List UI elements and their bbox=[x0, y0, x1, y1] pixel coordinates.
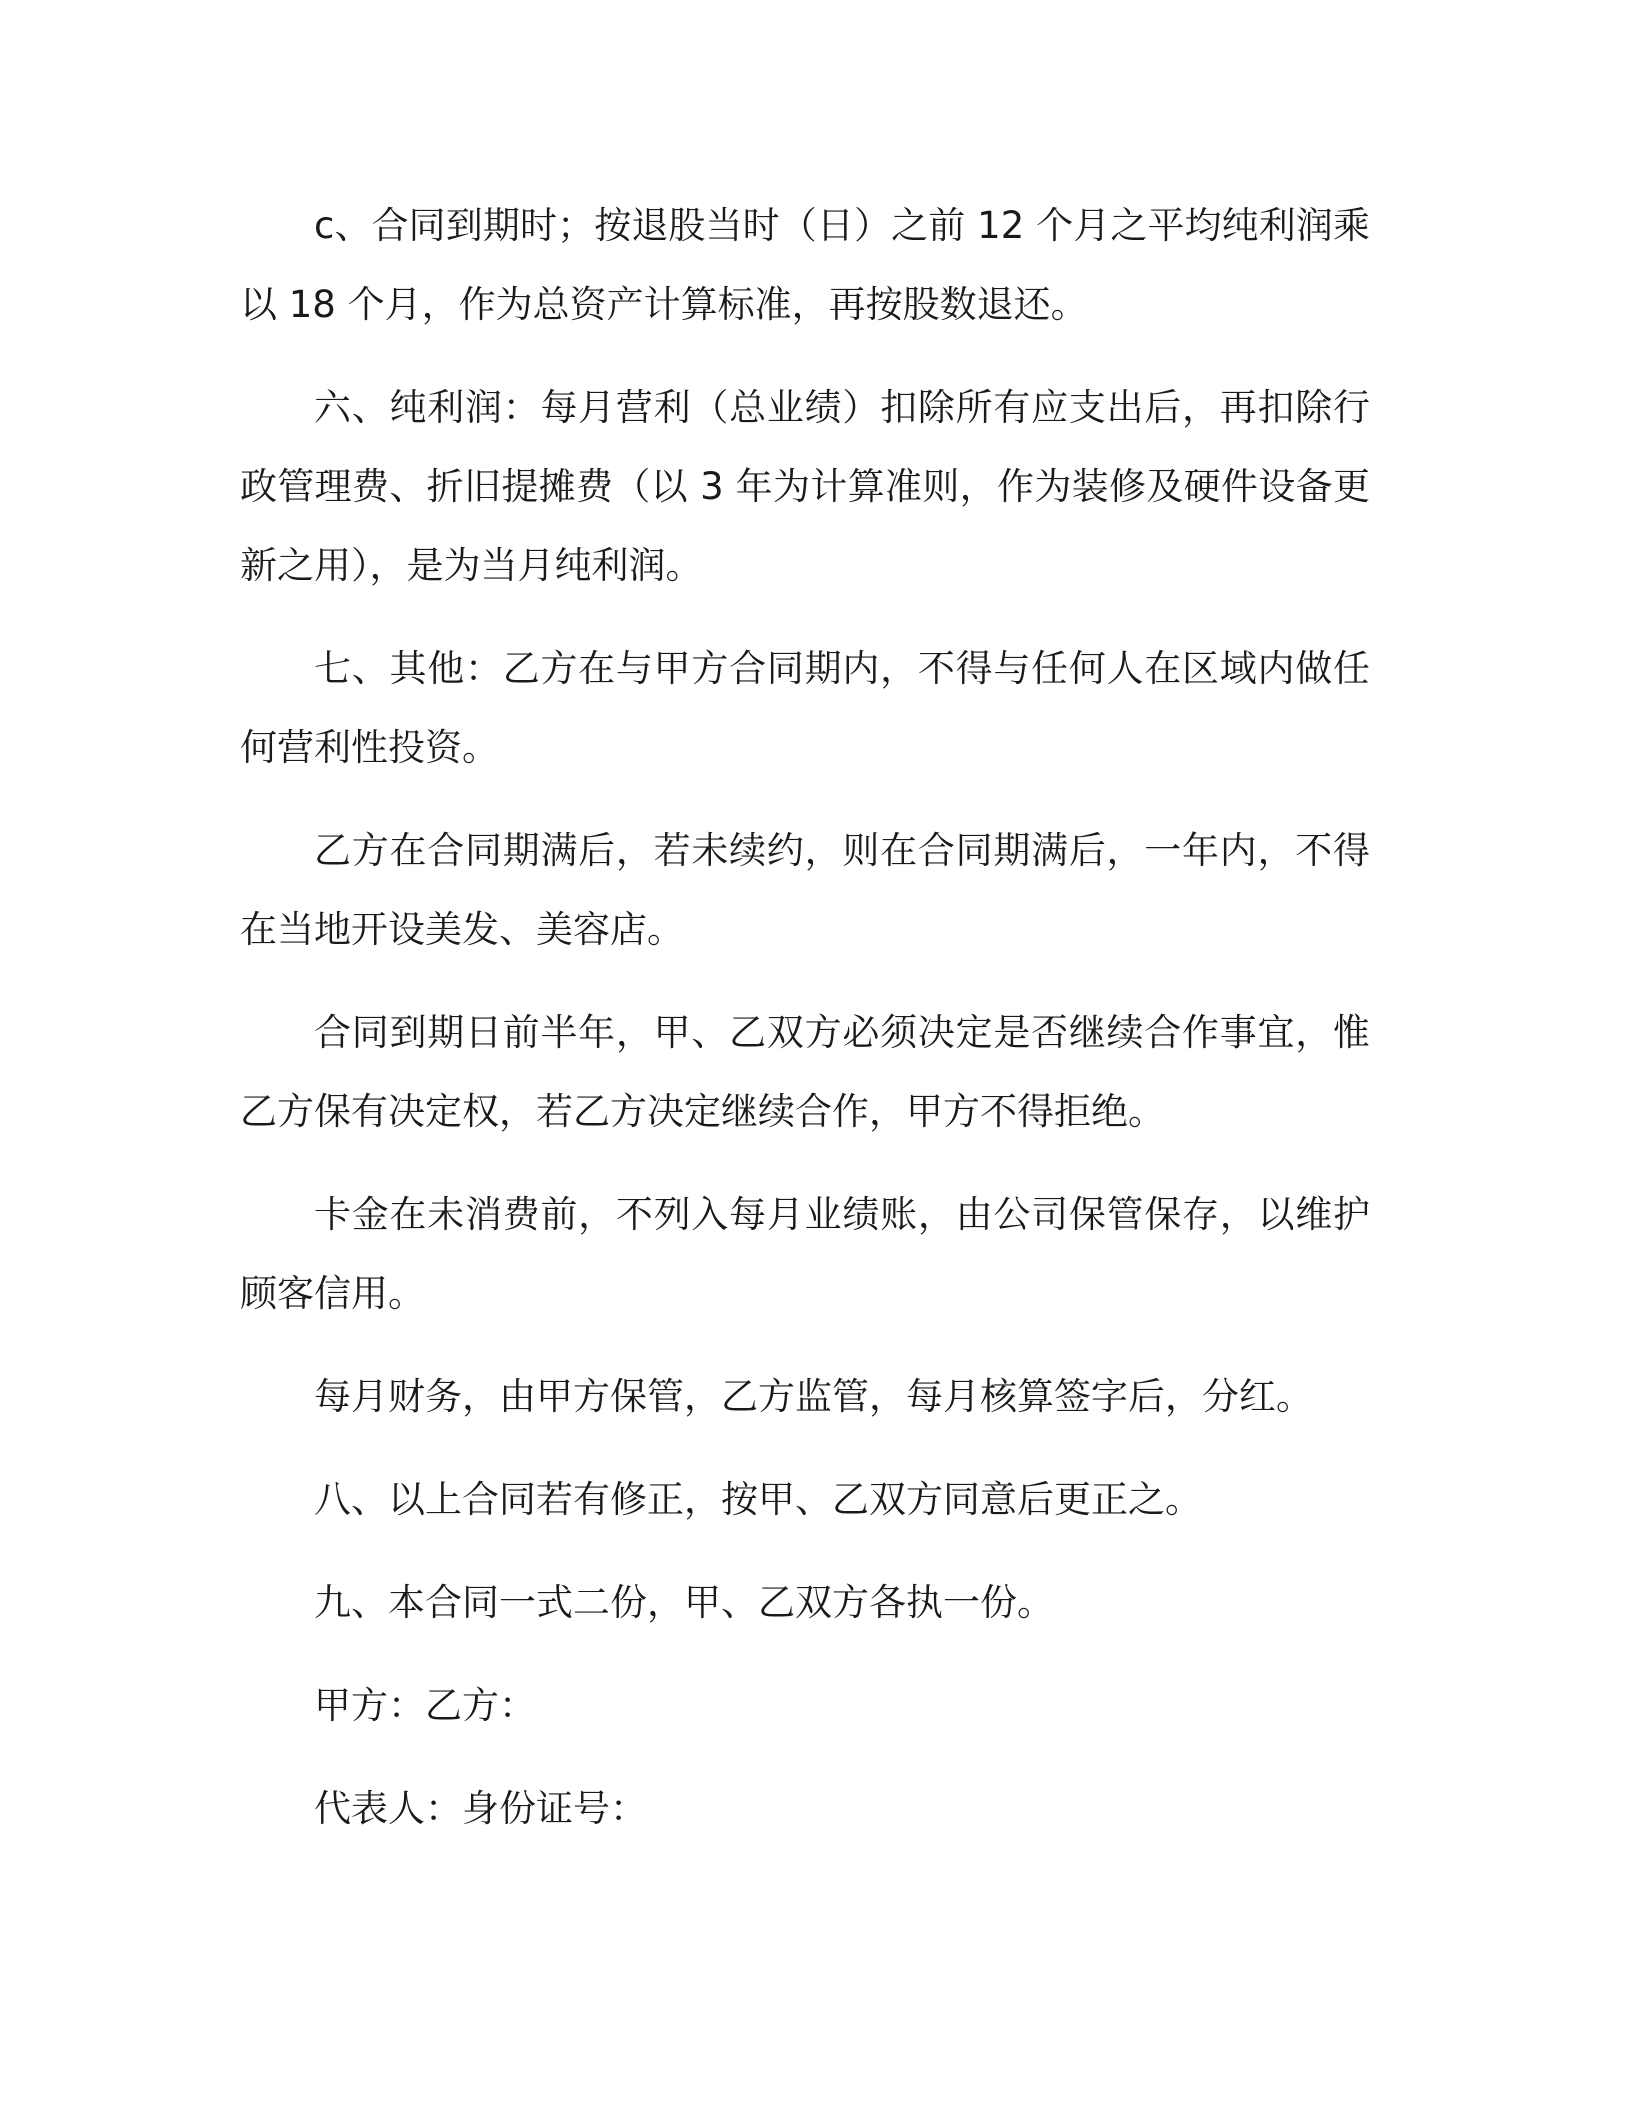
clause-7-other: 七、其他：乙方在与甲方合同期内，不得与任何人在区域内做任何营利性投资。 bbox=[240, 647, 1370, 769]
document-body bbox=[240, 186, 1370, 1872]
clause-9-copies: 九、本合同一式二份，甲、乙双方各执一份。 bbox=[314, 1581, 1054, 1624]
clause-7-monthly-finance: 每月财务，由甲方保管，乙方监管，每月核算签字后，分红。 bbox=[314, 1375, 1313, 1418]
signature-representative-line: 代表人：身份证号： bbox=[314, 1787, 647, 1830]
clause-6-net-profit: 六、纯利润：每月营利（总业绩）扣除所有应支出后，再扣除行政管理费、折旧提摊费（以 3 年为计算准则，作为装修及硬件设备更新之用），是为当月纯利润。 bbox=[240, 386, 1370, 587]
signature-parties-line: 甲方：乙方： bbox=[314, 1684, 536, 1727]
clause-8-amendments: 八、以上合同若有修正，按甲、乙双方同意后更正之。 bbox=[314, 1478, 1202, 1521]
clause-7-card-funds: 卡金在未消费前，不列入每月业绩账，由公司保管保存，以维护顾客信用。 bbox=[240, 1193, 1370, 1315]
clause-7-renewal: 合同到期日前半年，甲、乙双方必须决定是否继续合作事宜，惟乙方保有决定权，若乙方决定继续合作，甲方不得拒绝。 bbox=[240, 1011, 1370, 1133]
clause-7-non-compete: 乙方在合同期满后，若未续约，则在合同期满后，一年内，不得在当地开设美发、美容店。 bbox=[240, 829, 1370, 951]
clause-c-contract-expiry: c、合同到期时；按退股当时（日）之前 12 个月之平均纯利润乘以 18 个月，作为总资产计算标准，再按股数退还。 bbox=[240, 204, 1370, 326]
